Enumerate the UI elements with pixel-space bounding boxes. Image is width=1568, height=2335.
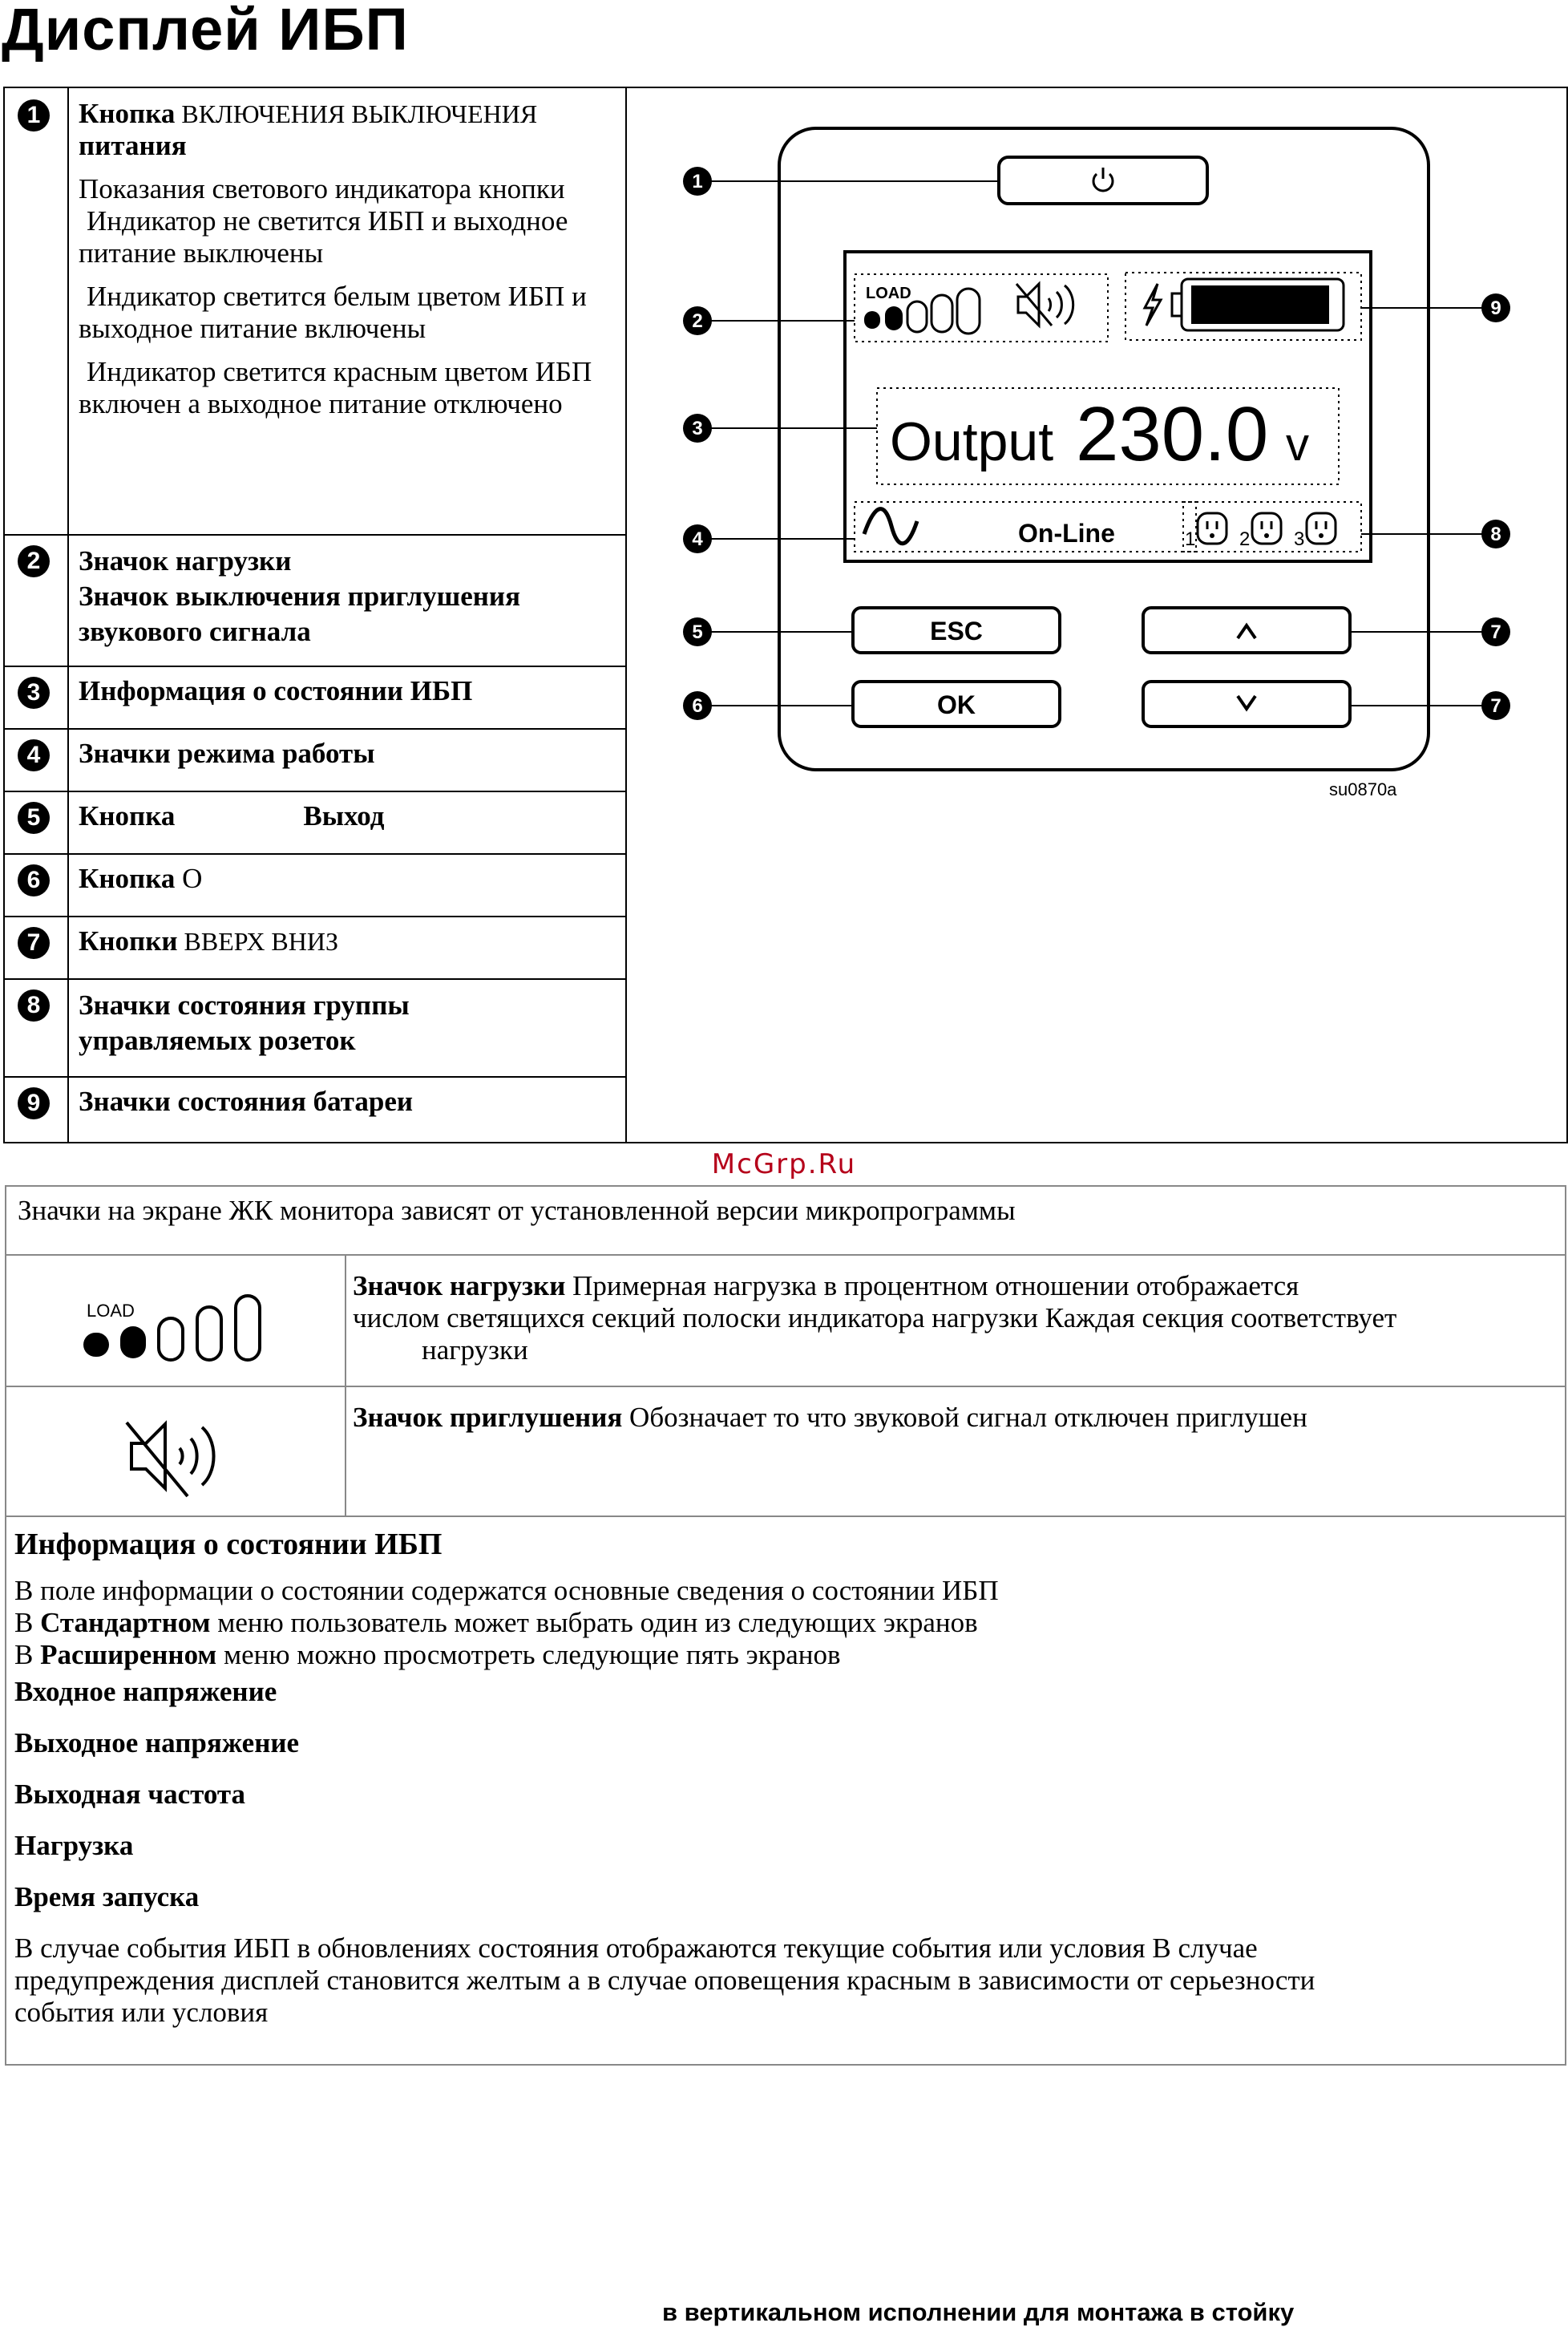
- lcd-lightning-icon: [1145, 284, 1161, 326]
- screen-input-voltage: Входное напряжение: [14, 1676, 277, 1707]
- legend-5-label-2: Выход: [303, 800, 385, 832]
- lcd-load-label: LOAD: [866, 285, 911, 302]
- ups-front-panel: [627, 88, 1566, 1142]
- status-heading: Информация о состоянии ИБП: [14, 1528, 443, 1561]
- legend-table: [3, 87, 627, 1143]
- status-p3-pre: В: [14, 1639, 41, 1670]
- legend-row-5: [5, 791, 627, 855]
- lcd-outlet-group-2: [1239, 513, 1281, 550]
- legend-9-label: Значки состояния батареи: [79, 1086, 414, 1117]
- callout-1-text: 1: [692, 171, 703, 192]
- screen-output-voltage: Выходное напряжение: [14, 1727, 300, 1758]
- callout-5-text: 5: [692, 621, 703, 643]
- status-p2-post: меню пользователь может выбрать один из следующих экранов: [210, 1607, 978, 1638]
- legend-row-2: [5, 534, 627, 667]
- down-button: [1143, 682, 1350, 726]
- legend-row-1: [5, 88, 627, 536]
- load-icon-label: LOAD: [87, 1301, 135, 1321]
- lcd-output-value: 230.0: [1076, 391, 1269, 477]
- ok-button-label: OK: [937, 690, 976, 719]
- legend-row-3: [5, 666, 627, 730]
- legend-1-state-off: Индикатор не светится ИБП и выходное питание выключены: [79, 205, 568, 269]
- load-desc-1: Примерная нагрузка в процентном отношении отображается: [565, 1270, 1299, 1301]
- legend-1-label-2: питания: [79, 130, 187, 161]
- status-p4-line-3: события или условия: [14, 1997, 269, 2028]
- up-arrow-icon: [1238, 625, 1255, 638]
- up-button: [1143, 608, 1350, 653]
- outlet-1-icon: [1198, 513, 1227, 544]
- callout-4-badge: 4: [18, 739, 50, 771]
- legend-1-label-rest: ВКЛЮЧЕНИЯ ВЫКЛЮЧЕНИЯ: [175, 99, 538, 128]
- screen-load: Нагрузка: [14, 1830, 134, 1861]
- legend-7-label-rest: ВВЕРХ ВНИЗ: [177, 927, 339, 956]
- callout-9-badge: 9: [18, 1087, 50, 1119]
- ups-display-diagram: [625, 87, 1568, 1143]
- callout-6-text: 6: [692, 695, 703, 717]
- outlet-2-icon: [1252, 513, 1281, 544]
- page-footer: в вертикальном исполнении для монтажа в стойку: [662, 2298, 1295, 2326]
- down-arrow-icon: [1238, 696, 1255, 709]
- lcd-mode-label: On-Line: [1018, 519, 1115, 548]
- callout-8-text: 8: [1490, 524, 1501, 545]
- status-p2-bold: Стандартном: [40, 1607, 211, 1638]
- callout-6-badge: 6: [18, 864, 50, 896]
- callout-1-badge: 1: [18, 99, 50, 132]
- lcd-sine-wave-icon: [864, 509, 917, 544]
- callout-9-text: 9: [1490, 297, 1501, 319]
- legend-row-4: [5, 728, 627, 792]
- outlet-3-icon: [1307, 513, 1336, 544]
- status-p4-line-1: В случае события ИБП в обновлениях состояния отображаются текущие события или условия В случае: [14, 1932, 1258, 1964]
- callout-3-text: 3: [692, 418, 703, 439]
- mute-title: Значок приглушения: [353, 1402, 623, 1433]
- screen-runtime: Время запуска: [14, 1881, 200, 1912]
- mute-icon-row: [6, 1386, 1565, 1517]
- esc-button-label: ESC: [930, 617, 983, 645]
- status-p2-pre: В: [14, 1607, 41, 1638]
- lcd-mute-icon: [1016, 284, 1073, 326]
- callout-8-badge: 8: [18, 989, 50, 1022]
- outlet-3-number: 3: [1294, 528, 1305, 550]
- load-desc-3: нагрузки: [422, 1334, 528, 1366]
- mute-desc: Обозначает то что звуковой сигнал отключен приглушен: [622, 1402, 1307, 1433]
- load-title: Значок нагрузки: [353, 1270, 566, 1301]
- legend-4-label: Значки режима работы: [79, 738, 375, 769]
- status-paragraph-1: [14, 1575, 999, 1671]
- icons-info-box: [5, 1185, 1566, 2066]
- outlet-1-number: 1: [1185, 528, 1196, 550]
- status-p4-line-2: предупреждения дисплей становится желтым а в случае оповещения красным в зависимости от серьезности: [14, 1965, 1315, 1996]
- legend-3-label: Информация о состоянии ИБП: [79, 675, 473, 706]
- callout-2-text: 2: [692, 310, 703, 332]
- legend-row-6: [5, 853, 627, 917]
- status-paragraph-2: [14, 1932, 1315, 2029]
- lcd-output-label: Output: [890, 411, 1054, 472]
- callout-3-badge: 3: [18, 677, 50, 709]
- outlet-2-number: 2: [1239, 528, 1251, 550]
- mute-icon: [6, 1387, 345, 1517]
- legend-row-9: [5, 1076, 627, 1142]
- legend-1-label: Кнопка: [79, 98, 176, 129]
- load-desc-2: числом светящихся секций полоски индикатора нагрузки Каждая секция соответствует: [353, 1302, 1397, 1333]
- load-icon-row: [6, 1254, 1565, 1387]
- callout-7-badge: 7: [18, 927, 50, 959]
- legend-6-label-rest: О: [175, 863, 203, 894]
- screen-output-frequency: Выходная частота: [14, 1779, 246, 1810]
- legend-6-label: Кнопка: [79, 863, 176, 894]
- lcd-outlet-group-3: [1294, 513, 1336, 550]
- lcd-output-unit: v: [1286, 419, 1309, 471]
- status-p3-bold: Расширенном: [40, 1639, 217, 1670]
- load-icon: [6, 1256, 345, 1387]
- legend-2-line-1: Значок нагрузки: [79, 545, 292, 577]
- power-icon: [1093, 168, 1113, 191]
- legend-8-line-2: управляемых розеток: [79, 1025, 356, 1056]
- callout-5-badge: 5: [18, 802, 50, 834]
- status-info-section: [6, 1516, 1565, 2028]
- legend-8-line-1: Значки состояния группы: [79, 989, 410, 1021]
- callout-4-text: 4: [692, 528, 703, 550]
- legend-2-line-2: Значок выключения приглушения звукового сигнала: [79, 581, 521, 647]
- figure-code: su0870a: [1329, 779, 1397, 799]
- legend-5-label: Кнопка: [79, 800, 176, 832]
- firmware-note: Значки на экране ЖК монитора зависят от установленной версии микропрограммы: [18, 1195, 1016, 1226]
- legend-1-state-red: Индикатор светится красным цветом ИБП включен а выходное питание отключено: [79, 356, 592, 419]
- status-p1: В поле информации о состоянии содержатся основные сведения о состоянии ИБП: [14, 1575, 999, 1606]
- callout-7a-text: 7: [1490, 621, 1501, 643]
- legend-1-intro: Показания светового индикатора кнопки: [79, 173, 565, 204]
- legend-row-7: [5, 916, 627, 980]
- legend-1-state-white: Индикатор светится белым цветом ИБП и выходное питание включены: [79, 281, 587, 344]
- status-p3-post: меню можно просмотреть следующие пять экранов: [216, 1639, 841, 1670]
- watermark: McGrp.Ru: [711, 1148, 857, 1180]
- callout-2-badge: 2: [18, 545, 50, 577]
- lcd-outlet-group-1: [1185, 513, 1227, 550]
- lcd-battery-icon: [1172, 279, 1344, 330]
- page-title: Дисплей ИБП: [2, 0, 409, 63]
- power-button: [999, 157, 1207, 204]
- legend-7-label: Кнопки: [79, 925, 178, 957]
- callout-7b-text: 7: [1490, 695, 1501, 717]
- legend-row-8: [5, 978, 627, 1078]
